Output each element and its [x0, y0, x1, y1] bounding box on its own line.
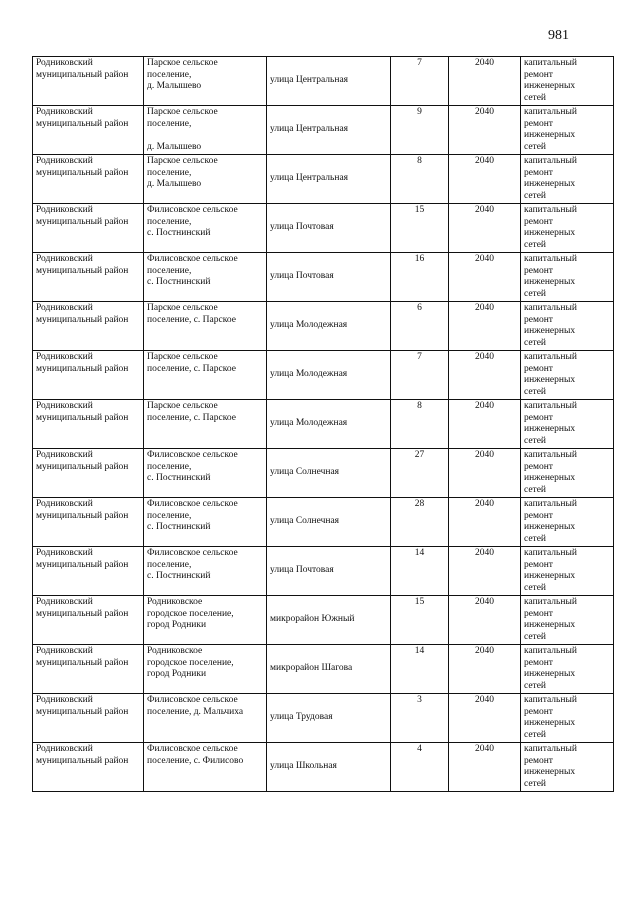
cell-house-number: 3 [391, 694, 449, 743]
cell-work-type [521, 155, 614, 204]
table-row [33, 204, 614, 253]
table-row [33, 351, 614, 400]
cell-work-type [521, 547, 614, 596]
cell-district: Родниковский муниципальный район [33, 204, 144, 253]
cell-work-type [521, 743, 614, 792]
cell-settlement: Филисовское сельское поселение, с. Постнинский [144, 204, 267, 253]
cell-year: 2040 [449, 645, 521, 694]
table-row [33, 596, 614, 645]
cell-district: Родниковский муниципальный район [33, 106, 144, 155]
table-row [33, 498, 614, 547]
table-row [33, 106, 614, 155]
cell-work-type [521, 400, 614, 449]
cell-settlement: Парское сельское поселение, с. Парское [144, 400, 267, 449]
table-row [33, 253, 614, 302]
cell-work-type [521, 498, 614, 547]
cell-year: 2040 [449, 596, 521, 645]
cell-district: Родниковский муниципальный район [33, 302, 144, 351]
work-type-text: капитальный ремонт инженерных сетей [524, 58, 577, 103]
cell-street: улица Солнечная [267, 498, 391, 547]
cell-settlement: Филисовское сельское поселение, с. Филисово [144, 743, 267, 792]
cell-house-number: 8 [391, 155, 449, 204]
table-row [33, 302, 614, 351]
cell-district: Родниковский муниципальный район [33, 351, 144, 400]
cell-work-type [521, 351, 614, 400]
cell-district: Родниковский муниципальный район [33, 547, 144, 596]
cell-district: Родниковский муниципальный район [33, 694, 144, 743]
cell-year: 2040 [449, 400, 521, 449]
cell-house-number: 16 [391, 253, 449, 302]
work-type-text: капитальный ремонт инженерных сетей [524, 548, 577, 593]
cell-year: 2040 [449, 449, 521, 498]
cell-year: 2040 [449, 155, 521, 204]
work-type-text: капитальный ремонт инженерных сетей [524, 695, 577, 740]
work-type-text: капитальный ремонт инженерных сетей [524, 254, 577, 299]
cell-street: улица Школьная [267, 743, 391, 792]
work-type-text: капитальный ремонт инженерных сетей [524, 401, 577, 446]
cell-house-number: 8 [391, 400, 449, 449]
cell-street: улица Трудовая [267, 694, 391, 743]
cell-street: улица Почтовая [267, 204, 391, 253]
cell-street: улица Центральная [267, 106, 391, 155]
cell-district: Родниковский муниципальный район [33, 645, 144, 694]
cell-work-type [521, 449, 614, 498]
cell-settlement: Филисовское сельское поселение, с. Постнинский [144, 547, 267, 596]
cell-work-type [521, 106, 614, 155]
work-type-text: капитальный ремонт инженерных сетей [524, 597, 577, 642]
cell-street: улица Почтовая [267, 547, 391, 596]
table-row [33, 155, 614, 204]
cell-work-type [521, 253, 614, 302]
table-row [33, 645, 614, 694]
cell-house-number: 7 [391, 351, 449, 400]
cell-year: 2040 [449, 694, 521, 743]
cell-district: Родниковский муниципальный район [33, 400, 144, 449]
cell-year: 2040 [449, 547, 521, 596]
table-row [33, 694, 614, 743]
cell-district: Родниковский муниципальный район [33, 57, 144, 106]
cell-work-type [521, 694, 614, 743]
cell-settlement: Парское сельское поселение, д. Малышево [144, 106, 267, 155]
work-type-text: капитальный ремонт инженерных сетей [524, 646, 577, 691]
cell-settlement: Родниковское городское поселение, город Родники [144, 596, 267, 645]
cell-house-number: 15 [391, 596, 449, 645]
cell-district: Родниковский муниципальный район [33, 155, 144, 204]
cell-house-number: 14 [391, 645, 449, 694]
work-type-text: капитальный ремонт инженерных сетей [524, 499, 577, 544]
cell-settlement: Родниковское городское поселение, город Родники [144, 645, 267, 694]
cell-year: 2040 [449, 498, 521, 547]
work-type-text: капитальный ремонт инженерных сетей [524, 156, 577, 201]
cell-work-type [521, 645, 614, 694]
cell-year: 2040 [449, 204, 521, 253]
cell-house-number: 15 [391, 204, 449, 253]
cell-house-number: 27 [391, 449, 449, 498]
table-row [33, 547, 614, 596]
cell-street: микрорайон Шагова [267, 645, 391, 694]
cell-district: Родниковский муниципальный район [33, 498, 144, 547]
table-row [33, 743, 614, 792]
table-body [33, 57, 614, 792]
cell-year: 2040 [449, 106, 521, 155]
cell-settlement: Парское сельское поселение, с. Парское [144, 302, 267, 351]
cell-settlement: Филисовское сельское поселение, с. Постнинский [144, 253, 267, 302]
cell-street: улица Центральная [267, 155, 391, 204]
cell-year: 2040 [449, 57, 521, 106]
cell-district: Родниковский муниципальный район [33, 449, 144, 498]
cell-street: улица Почтовая [267, 253, 391, 302]
cell-house-number: 14 [391, 547, 449, 596]
cell-year: 2040 [449, 351, 521, 400]
cell-year: 2040 [449, 743, 521, 792]
table-row [33, 449, 614, 498]
cell-settlement: Парское сельское поселение, с. Парское [144, 351, 267, 400]
cell-year: 2040 [449, 302, 521, 351]
cell-house-number: 4 [391, 743, 449, 792]
cell-work-type [521, 302, 614, 351]
table-row [33, 57, 614, 106]
cell-settlement: Парское сельское поселение, д. Малышево [144, 155, 267, 204]
cell-house-number: 28 [391, 498, 449, 547]
cell-settlement: Парское сельское поселение, д. Малышево [144, 57, 267, 106]
cell-district: Родниковский муниципальный район [33, 253, 144, 302]
cell-settlement: Филисовское сельское поселение, с. Постнинский [144, 449, 267, 498]
work-type-text: капитальный ремонт инженерных сетей [524, 303, 577, 348]
work-type-text: капитальный ремонт инженерных сетей [524, 107, 577, 152]
cell-work-type [521, 596, 614, 645]
table-row [33, 400, 614, 449]
work-type-text: капитальный ремонт инженерных сетей [524, 205, 577, 250]
cell-district: Родниковский муниципальный район [33, 743, 144, 792]
cell-settlement: Филисовское сельское поселение, д. Мальчиха [144, 694, 267, 743]
cell-street: улица Солнечная [267, 449, 391, 498]
cell-street: микрорайон Южный [267, 596, 391, 645]
work-type-text: капитальный ремонт инженерных сетей [524, 352, 577, 397]
cell-street: улица Молодежная [267, 302, 391, 351]
cell-house-number: 7 [391, 57, 449, 106]
cell-work-type [521, 204, 614, 253]
cell-settlement: Филисовское сельское поселение, с. Постнинский [144, 498, 267, 547]
page-number: 981 [548, 28, 569, 43]
housing-repair-table [32, 56, 614, 792]
cell-street: улица Центральная [267, 57, 391, 106]
cell-year: 2040 [449, 253, 521, 302]
cell-house-number: 6 [391, 302, 449, 351]
cell-street: улица Молодежная [267, 400, 391, 449]
cell-district: Родниковский муниципальный район [33, 596, 144, 645]
cell-work-type [521, 57, 614, 106]
cell-house-number: 9 [391, 106, 449, 155]
work-type-text: капитальный ремонт инженерных сетей [524, 744, 577, 789]
cell-street: улица Молодежная [267, 351, 391, 400]
work-type-text: капитальный ремонт инженерных сетей [524, 450, 577, 495]
